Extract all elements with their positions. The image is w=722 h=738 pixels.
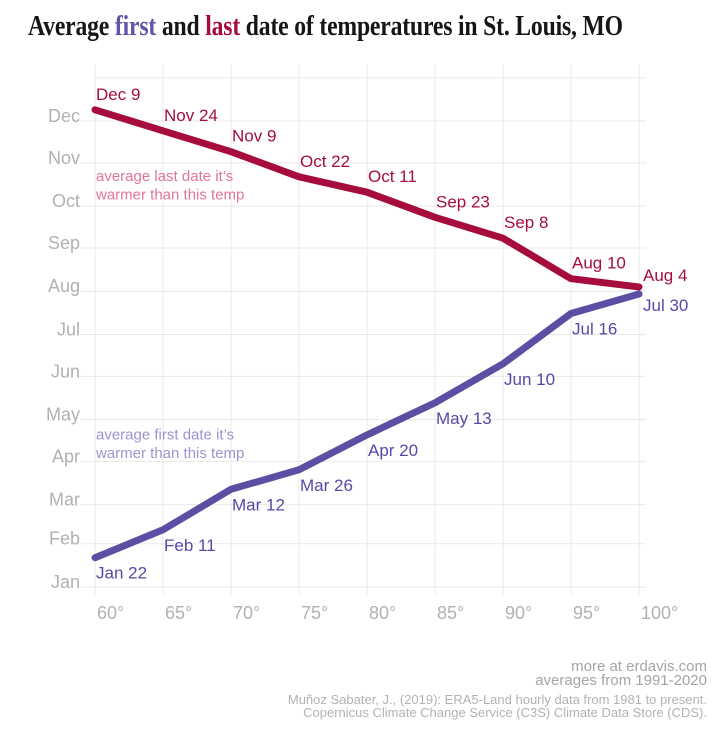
point-label-last-70: Nov 9 (232, 126, 277, 146)
y-axis-label-sep: Sep (47, 232, 80, 253)
x-axis-label-80: 80° (369, 603, 397, 623)
x-axis-label-100: 100° (641, 603, 679, 623)
title-text-average: Average (28, 11, 115, 42)
point-label-last-85: Sep 23 (436, 192, 490, 212)
point-label-last-100: Aug 4 (643, 266, 688, 285)
x-axis-label-75: 75° (301, 603, 329, 623)
point-label-first-85: May 13 (436, 408, 492, 428)
x-axis-label-90: 90° (505, 603, 533, 623)
point-label-first-95: Jul 16 (572, 319, 618, 339)
x-axis-label-95: 95° (573, 603, 601, 623)
footer-citation-line2: Copernicus Climate Change Service (C3S) Climate Data Store (CDS). (303, 704, 707, 720)
y-axis-label-jan: Jan (50, 572, 80, 592)
point-label-last-80: Oct 11 (368, 167, 417, 187)
footer (288, 660, 707, 719)
x-axis-label-60: 60° (97, 603, 125, 623)
title-word-last: last (205, 11, 241, 42)
point-label-first-70: Mar 12 (232, 495, 285, 515)
title-text-and: and (156, 11, 206, 42)
point-label-first-80: Apr 20 (368, 440, 419, 460)
y-axis-label-mar: Mar (49, 489, 80, 510)
y-axis-label-jun: Jun (50, 361, 80, 382)
y-axis-label-dec: Dec (47, 106, 80, 126)
y-axis-label-aug: Aug (47, 276, 80, 297)
footer-more-at: more at erdavis.com (571, 658, 707, 675)
point-label-first-100: Jul 30 (643, 296, 689, 315)
x-axis-label-65: 65° (165, 603, 193, 623)
point-label-last-60: Dec 9 (96, 84, 141, 104)
series-annotation-first-line2: warmer than this temp (96, 445, 245, 462)
point-label-last-95: Aug 10 (572, 253, 626, 273)
x-axis-label-85: 85° (437, 603, 465, 623)
y-axis-label-may: May (45, 404, 80, 425)
point-label-first-65: Feb 11 (164, 535, 216, 555)
point-label-first-60: Jan 22 (96, 563, 148, 583)
y-axis-label-oct: Oct (51, 191, 80, 212)
series-annotation-first-line1: average first date it’s (96, 426, 235, 444)
y-axis-label-feb: Feb (48, 528, 80, 549)
point-label-last-90: Sep 8 (504, 213, 549, 233)
series-annotation-last-line2: warmer than this temp (96, 186, 245, 204)
title-word-first: first (114, 11, 157, 42)
point-label-first-75: Mar 26 (300, 475, 353, 495)
point-label-first-90: Jun 10 (504, 369, 556, 389)
footer-averages: averages from 1991-2020 (535, 672, 707, 689)
y-axis-label-nov: Nov (47, 147, 80, 168)
point-label-last-75: Oct 22 (300, 151, 351, 171)
series-annotation-last-line1: average last date it’s (96, 168, 234, 185)
y-axis-label-jul: Jul (56, 319, 80, 340)
point-label-last-65: Nov 24 (164, 105, 218, 125)
title-text-rest: date of temperatures in St. Louis, MO (240, 11, 623, 42)
footer-citation-line1: Muñoz Sabater, J., (2019): ERA5-Land hourly data from 1981 to present. (287, 692, 707, 707)
x-axis-label-70: 70° (233, 603, 261, 623)
y-axis-label-apr: Apr (51, 446, 80, 467)
